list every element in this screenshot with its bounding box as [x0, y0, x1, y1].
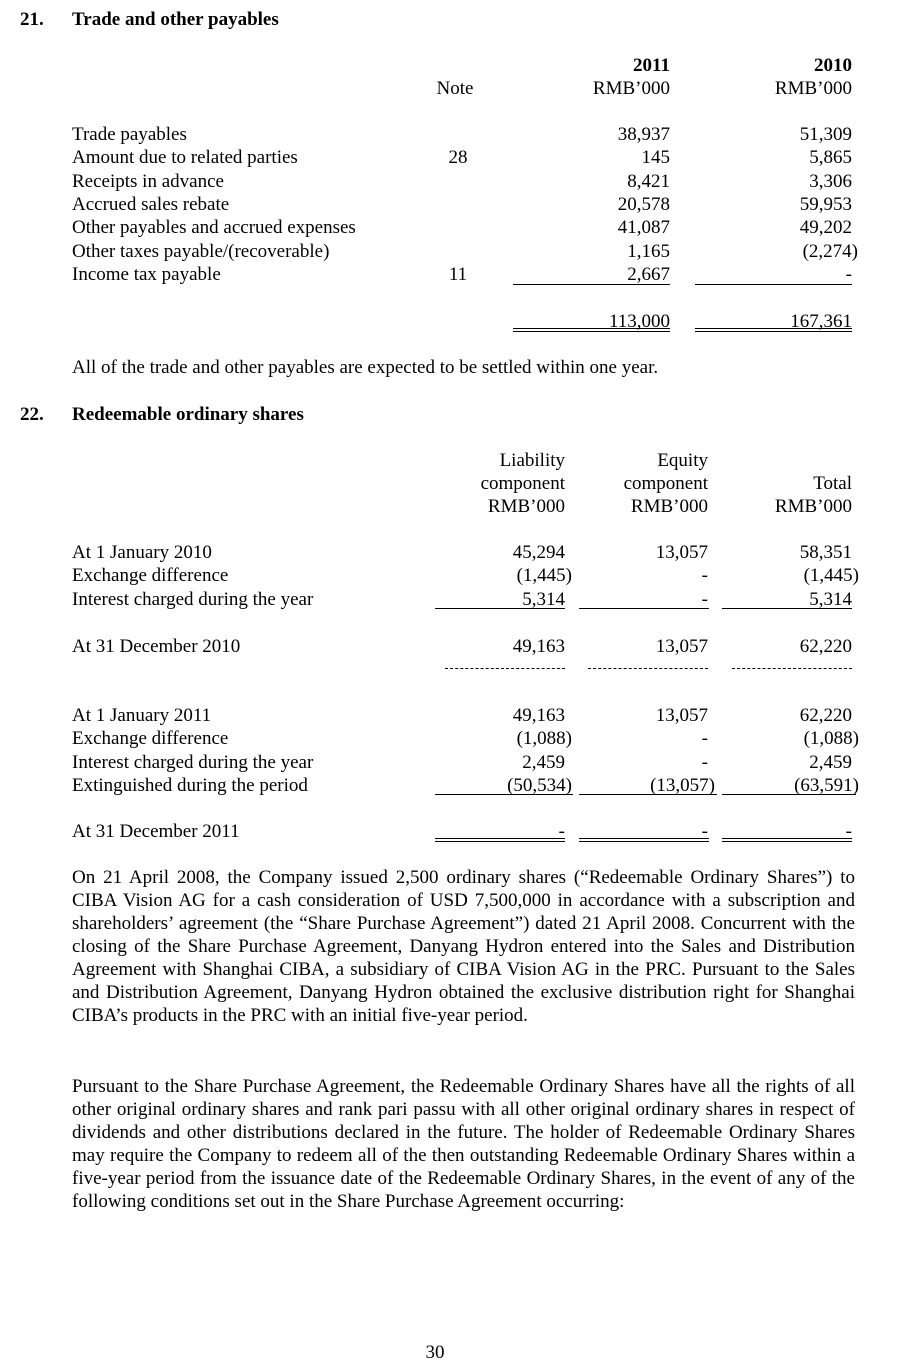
row-equity: - [701, 589, 708, 610]
col-note-header: Note [436, 78, 474, 99]
row-label: Exchange difference [72, 565, 229, 586]
row-liability: 5,314 [522, 589, 565, 610]
double-underline-total-2011 [722, 838, 852, 842]
row-equity: - [701, 728, 708, 749]
sub1-liab: 49,163 [512, 636, 565, 657]
sub2-total: - [845, 821, 852, 842]
row-liability: (1,088) [516, 728, 572, 749]
paragraph-2: Pursuant to the Share Purchase Agreement, the Redeemable Ordinary Shares have all the rights of all other original ordinary shares and rank pari passu with all other original ordinary shares in respect of dividends and other distributions declared in the future. The holder of Redeemable Ordinary Shares may require the Company to redeem all of the then outstanding Redeemable Ordinary Shares within a five-year period from the issuance date of the Redeemable Ordinary Shares, in the event of any of the following conditions set out in the Share Purchase Agreement occurring: [72, 1076, 855, 1212]
row-label: Other taxes payable/(recoverable) [72, 241, 330, 262]
row-equity: 13,057 [655, 542, 708, 563]
row-value-2011: 38,937 [617, 124, 670, 145]
col-liab-line1: Liability [499, 450, 565, 471]
col-liab-line2: component [480, 473, 565, 494]
underline-equity-2010 [579, 608, 709, 609]
double-underline-2011 [513, 328, 670, 332]
double-underline-equity-2011 [579, 838, 709, 842]
row-total: 58,351 [799, 542, 852, 563]
row-total: (63,591) [794, 775, 859, 796]
row-note: 28 [448, 147, 468, 168]
sub1-total: 62,220 [799, 636, 852, 657]
row-value-2011: 145 [641, 147, 670, 168]
section-21-number: 21. [20, 9, 44, 30]
row-total: 5,314 [809, 589, 852, 610]
total-2010: 167,361 [790, 311, 852, 332]
row-total: (1,445) [803, 565, 859, 586]
col-liab-line3: RMB’000 [487, 496, 565, 517]
row-value-2010: 5,865 [809, 147, 852, 168]
page-number: 30 [425, 1342, 445, 1363]
row-label: Trade payables [72, 124, 187, 145]
col-equity-line2: component [623, 473, 708, 494]
row-label: Income tax payable [72, 264, 221, 285]
underline-2011 [513, 284, 670, 285]
row-note: 11 [448, 264, 468, 285]
row-value-2010: (2,274) [802, 241, 858, 262]
row-liability: 45,294 [512, 542, 565, 563]
row-equity: 13,057 [655, 705, 708, 726]
sub1-label: At 31 December 2010 [72, 636, 241, 657]
row-label: Accrued sales rebate [72, 194, 230, 215]
double-underline-liab-2011 [435, 838, 565, 842]
col-equity-line1: Equity [657, 450, 708, 471]
row-total: 62,220 [799, 705, 852, 726]
row-value-2010: 59,953 [799, 194, 852, 215]
row-value-2010: 49,202 [799, 217, 852, 238]
sub2-label: At 31 December 2011 [72, 821, 240, 842]
row-total: (1,088) [803, 728, 859, 749]
section-21-title: Trade and other payables [72, 9, 279, 30]
row-label: Extinguished during the period [72, 775, 308, 796]
row-label: Amount due to related parties [72, 147, 298, 168]
sub2-equity: - [701, 821, 708, 842]
row-value-2010: 51,309 [799, 124, 852, 145]
row-label: At 1 January 2010 [72, 542, 212, 563]
section-22-number: 22. [20, 404, 44, 425]
row-equity: - [701, 752, 708, 773]
row-value-2011: 2,667 [627, 264, 670, 285]
dash-liab [445, 668, 565, 669]
row-label: Receipts in advance [72, 171, 224, 192]
paragraph-1: On 21 April 2008, the Company issued 2,500 ordinary shares (“Redeemable Ordinary Shares”) to CIBA Vision AG for a cash consideration of USD 7,500,000 in accordance with a subscription and shareholders’ agreement (the “Share Purchase Agreement”) dated 21 April 2008. Concurrent with the closing of the Share Purchase Agreement, Danyang Hydron entered into the Sales and Distribution Agreement with Shanghai CIBA, a subsidiary of CIBA Vision AG in the PRC. Pursuant to the Sales and Distribution Agreement, Danyang Hydron obtained the exclusive distribution right for Shanghai CIBA’s products in the PRC with an initial five-year period. [72, 867, 855, 1026]
payables-footnote: All of the trade and other payables are expected to be settled within one year. [72, 357, 659, 378]
row-value-2010: 3,306 [809, 171, 852, 192]
underline-liab-2010 [435, 608, 565, 609]
row-equity: (13,057) [650, 775, 715, 796]
sub2-liab: - [558, 821, 565, 842]
col-total-line1: Total [813, 473, 852, 494]
underline-total-2011 [722, 794, 856, 795]
row-label: Other payables and accrued expenses [72, 217, 356, 238]
row-label: At 1 January 2011 [72, 705, 212, 726]
underline-total-2010 [722, 608, 852, 609]
col-equity-line3: RMB’000 [630, 496, 708, 517]
sub1-equity: 13,057 [655, 636, 708, 657]
row-value-2010: - [845, 264, 852, 285]
dash-equity [588, 668, 708, 669]
underline-equity-2011 [579, 794, 717, 795]
underline-liab-2011 [435, 794, 573, 795]
row-value-2011: 41,087 [617, 217, 670, 238]
row-liability: 2,459 [522, 752, 565, 773]
row-total: 2,459 [809, 752, 852, 773]
row-value-2011: 20,578 [617, 194, 670, 215]
row-label: Exchange difference [72, 728, 229, 749]
col-2010-year: 2010 [814, 55, 852, 76]
row-value-2011: 1,165 [627, 241, 670, 262]
row-liability: (50,534) [507, 775, 572, 796]
row-equity: - [701, 565, 708, 586]
row-label: Interest charged during the year [72, 752, 314, 773]
col-2011-year: 2011 [633, 55, 670, 76]
total-2011: 113,000 [608, 311, 670, 332]
col-2010-unit: RMB’000 [774, 78, 852, 99]
row-value-2011: 8,421 [627, 171, 670, 192]
double-underline-2010 [695, 328, 852, 332]
row-label: Interest charged during the year [72, 589, 314, 610]
row-liability: (1,445) [516, 565, 572, 586]
col-total-line2: RMB’000 [774, 496, 852, 517]
row-liability: 49,163 [512, 705, 565, 726]
col-2011-unit: RMB’000 [592, 78, 670, 99]
section-22-title: Redeemable ordinary shares [72, 404, 304, 425]
dash-total [732, 668, 852, 669]
underline-2010 [695, 284, 852, 285]
